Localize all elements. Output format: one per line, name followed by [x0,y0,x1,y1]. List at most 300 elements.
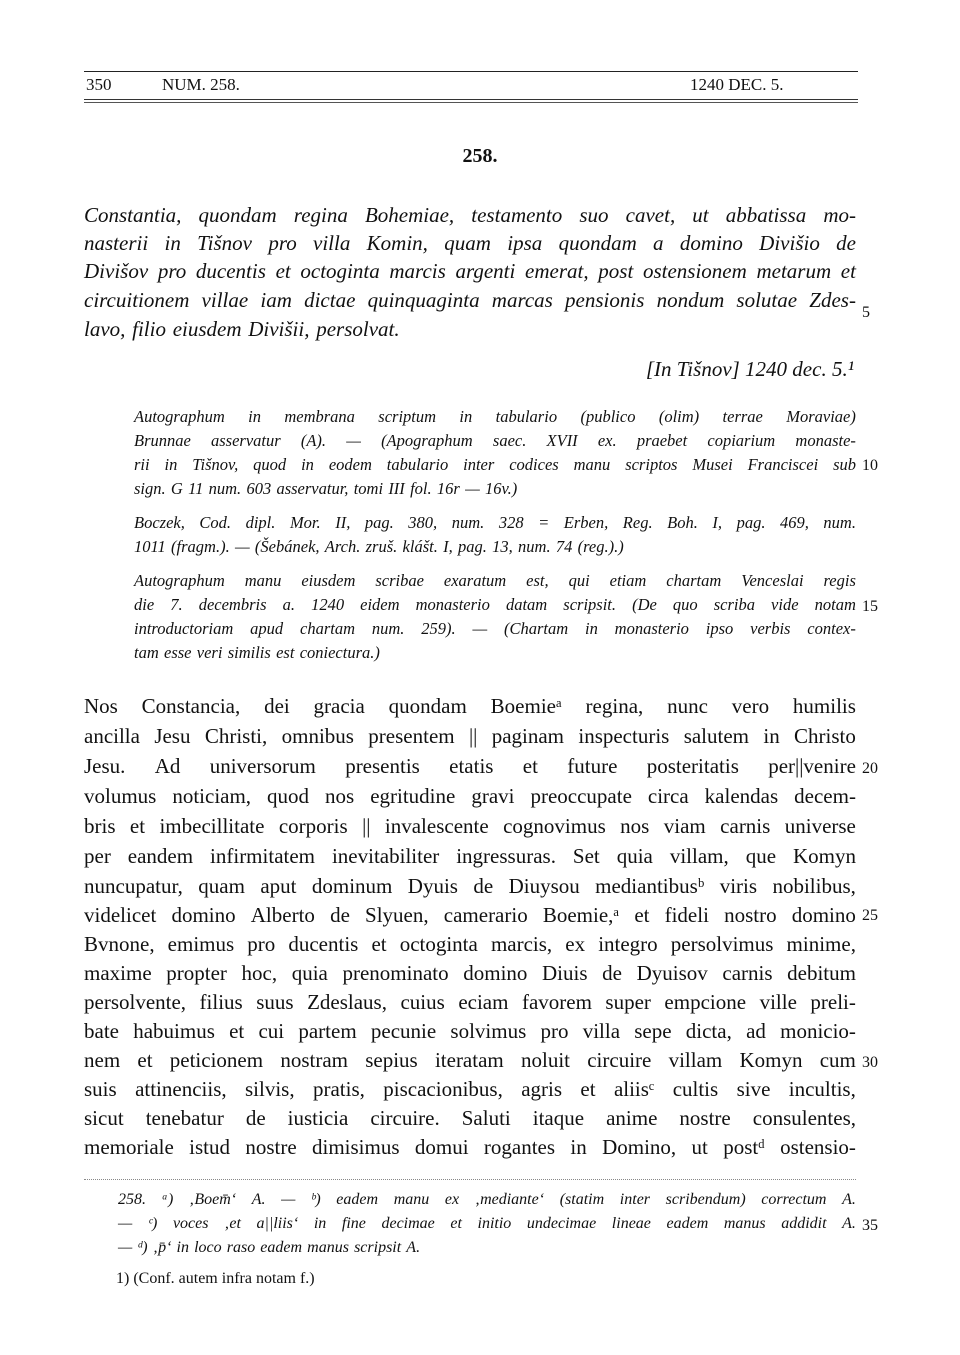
word: et [634,903,650,927]
word: ad [746,1019,766,1043]
word: viris [719,874,758,898]
word: eodem [328,455,372,474]
word: per [84,844,111,868]
word: noticiam, [172,784,252,808]
word: consulentes, [752,1106,856,1130]
word: sepe [634,1019,672,1043]
word: III [388,479,405,498]
word: super [605,990,651,1014]
word: addidit [781,1215,827,1232]
word: coniectura.) [299,643,380,662]
word: verbis [750,619,791,638]
word: Christo [794,724,856,748]
word: quinquaginta [367,288,480,312]
line-number: 10 [862,457,878,474]
word: inevitabiliter [331,844,440,868]
word: que [745,844,777,868]
text-line [84,989,856,1015]
word: ducentis [195,259,266,283]
word: terrae [722,407,763,426]
word: a||liis‘ [256,1215,299,1232]
word: Constancia, [141,694,241,718]
word: Boczek, [134,513,185,532]
word: nondum [656,288,725,312]
word: fine [341,1215,366,1232]
word: esse [164,643,192,662]
word: villam [668,1048,723,1072]
word: presentis [345,754,420,778]
word: Diuis [542,961,588,985]
word: filius [199,990,243,1014]
word: abbatissa [725,203,807,227]
word: = [538,513,550,532]
word: ostensio- [780,1135,856,1159]
line-number: 30 [862,1054,878,1071]
line-number: 20 [862,760,878,777]
word: emimus [167,932,235,956]
word: A. [842,1191,856,1208]
word: cui [258,1019,285,1043]
word: 1011 [134,537,166,556]
word: scriptum [378,407,437,426]
word: (fragm.). [171,537,230,556]
word: mo- [823,203,856,227]
word: et [129,814,146,838]
word: et [229,1019,245,1043]
word: fol. [410,479,432,498]
word: chartam [300,619,355,638]
word: pensionis [565,288,645,312]
word: sign. [134,479,166,498]
word: bate [84,1019,119,1043]
word: XVII [546,431,578,450]
word: marcis, [490,932,553,956]
word: Komin, [366,231,428,255]
text-line [84,813,856,839]
word: favorem [521,990,592,1014]
word: 13, [492,537,513,556]
word: humilis [792,694,856,718]
note-line [134,478,856,500]
text-line [84,783,856,809]
word: pag. [736,513,766,532]
word: habuimus [133,1019,215,1043]
word: prenominato [342,961,449,985]
word: solvimus [450,1019,527,1043]
word: solutae [736,288,798,312]
word: Autographum [134,571,225,590]
word: filio [132,317,166,341]
word: ‚mediante‘ [474,1191,545,1208]
text-line [84,960,856,986]
word: klášt. [402,537,438,556]
word: cum [819,1048,856,1072]
word: A. [842,1215,856,1232]
word: ᶜ) [147,1215,158,1232]
word: 469, [779,513,809,532]
word: Dyuisov [636,961,708,985]
word: cognovimus [503,814,606,838]
word: omnibus [281,724,354,748]
word: egritudine [370,784,456,808]
word: Divišii, [248,317,310,341]
word: et [371,932,387,956]
word: monasterio [614,619,689,638]
word: piscacionibus, [383,1077,503,1101]
word: Reg. [622,513,653,532]
word: ville [759,990,797,1014]
word: aput [260,874,297,898]
word: suo [579,203,609,227]
word: monaste- [795,431,856,450]
word: decembris [198,595,267,614]
word: in [164,455,178,474]
word: bris [84,814,116,838]
word: — [118,1215,133,1232]
word: cavet, [625,203,676,227]
text-line [84,1047,856,1073]
word: empcione [664,990,747,1014]
note-line [134,642,856,664]
word: — [472,619,488,638]
word: II, [335,513,351,532]
word: et [450,1215,462,1232]
word: num. [371,619,405,638]
word: Constantia, [84,203,182,227]
word: Christi, [204,724,268,748]
word: ‚Boem̄‘ [188,1191,237,1208]
word: loco [194,1239,222,1256]
word: inspecturis [578,724,670,748]
line-number: 15 [862,598,878,615]
word: nasterii [84,231,149,255]
word: emerat, [525,259,589,283]
word: Cod. [199,513,232,532]
word: a [653,231,664,255]
word: paginam [491,724,565,748]
word: pro [247,932,276,956]
word: 74 [555,537,573,556]
word: (publico [580,407,636,426]
word: nos [620,814,650,838]
word: regina [293,203,348,227]
word: manu [393,1191,430,1208]
text-line [84,1105,856,1131]
page-number: 350 [86,75,112,94]
word: Autographum [134,407,225,426]
text-line [84,1018,856,1044]
word: Zdeslaus, [307,990,387,1014]
word: Mor. [289,513,321,532]
word: presentem [368,724,455,748]
note-line [134,570,856,592]
word: eiusdem [301,571,356,590]
word: ipso [705,619,734,638]
word: die [134,595,155,614]
word: nem [84,1048,121,1072]
word: future [567,754,618,778]
word: nunc [667,694,708,718]
word: in [248,407,261,426]
text-line [84,723,856,749]
word: nos [325,784,355,808]
word: dipl. [245,513,276,532]
word: partem [298,1019,357,1043]
word: agris [521,1077,563,1101]
word: propter [166,961,227,985]
word: undecimae [526,1215,597,1232]
word: Boemieᵃ [490,694,562,718]
word: scribae [375,571,424,590]
word: 1240 [311,595,345,614]
word: eadem [260,1239,303,1256]
word: carnis [722,961,773,985]
word: introductoriam [134,619,234,638]
word: carnis [720,814,771,838]
word: preoccupate [530,784,632,808]
word: villa [582,1019,621,1043]
word: 258. [118,1191,146,1208]
word: ingressuras. [456,844,556,868]
word: de [245,1106,266,1130]
word: 380, [408,513,438,532]
word: post [598,259,634,283]
word: villam, [669,844,729,868]
word: eiusdem [172,317,242,341]
word: initio [477,1215,512,1232]
regest-line [84,287,856,313]
word: volumus [84,784,157,808]
word: correctum [761,1191,827,1208]
word: (Šebánek, [254,537,320,556]
word: quam [198,874,245,898]
word: zruš. [365,537,398,556]
word: quondam [198,203,277,227]
word: aliisᶜ [613,1077,655,1101]
text-line [84,753,856,779]
word: eadem [666,1215,709,1232]
word: eidem [360,595,400,614]
word: etatis [449,754,494,778]
word: ‚et [224,1215,241,1232]
word: de [836,231,856,255]
word: num. [518,537,551,556]
word: sepius [365,1048,418,1072]
word: integro [598,932,658,956]
text-line [84,843,856,869]
word: dicta, [685,1019,732,1043]
word: eadem [336,1191,379,1208]
word: itaque [532,1106,585,1130]
word: etiam [609,571,647,590]
word: pratis, [312,1077,365,1101]
word: fideli [664,903,709,927]
word: argenti [455,259,516,283]
word: decem- [794,784,856,808]
footnote-1: 1) (Conf. autem infra notam f.) [116,1270,315,1287]
running-date: 1240 DEC. 5. [690,75,784,94]
word: scripsit [354,1239,402,1256]
word: dei [264,694,290,718]
word: quam [444,231,491,255]
word: (statim [559,1191,605,1208]
word: istud [189,1135,230,1159]
word: minime, [786,932,856,956]
word: Diuysou [508,874,580,898]
word: et [275,259,291,283]
text-line [84,873,856,899]
word: scribendum) [665,1191,746,1208]
word: in [570,1135,587,1159]
word: marcas [491,288,553,312]
word: in [459,407,473,426]
word: vero [731,694,770,718]
word: Komyn [739,1048,803,1072]
word: octoginta [399,932,478,956]
word: in [763,724,780,748]
word: I, [443,537,453,556]
footnote-line [118,1237,856,1258]
word: rogantes [483,1135,556,1159]
word: ᵃ) [161,1191,174,1208]
word: monicio- [780,1019,856,1043]
word: ducentis [288,932,359,956]
word: nostre [679,1106,731,1130]
word: raso [226,1239,256,1256]
text-line [84,931,856,957]
text-line [84,693,856,719]
word: manus [307,1239,349,1256]
word: noluit [520,1048,570,1072]
word: vide [771,595,799,614]
word: posteritatis [646,754,739,778]
word: pro [540,1019,569,1043]
note-line [134,594,856,616]
document-number: 258. [462,145,498,167]
word: tabulario [495,407,558,426]
word: lavo, [84,317,126,341]
word: anime [606,1106,658,1130]
word: persolvimus [670,932,774,956]
word: circuire. [370,1106,440,1130]
word: ‚p̄‘ [152,1239,172,1256]
word: eandem [127,844,194,868]
regest-line [84,202,856,228]
word: Jesu. [84,754,126,778]
word: || [468,724,478,748]
word: copiarium [707,431,776,450]
word: tomi [353,479,384,498]
word: Franciscei [747,455,819,474]
footnote-line [118,1213,856,1234]
word: marcis [389,259,446,283]
word: ᵈ) [137,1239,148,1256]
header-top-rule [84,71,858,72]
text-line [84,902,856,928]
word: persolvat. [316,317,400,341]
word: — [281,1191,296,1208]
word: Set [572,844,600,868]
word: — [234,537,250,556]
word: quod [253,455,287,474]
word: num. [823,513,856,532]
word: iusticia [287,1106,349,1130]
word: universorum [209,754,316,778]
word: Komyn [792,844,856,868]
word: sicut [84,1106,124,1130]
word: preli- [810,990,856,1014]
word: circa [647,784,689,808]
note-line [134,454,856,476]
word: Arch. [324,537,361,556]
word: de [602,961,622,985]
word: pag. [458,537,487,556]
word: quo [672,595,698,614]
word: dimisimus [312,1135,400,1159]
word: Saluti [461,1106,511,1130]
word: ᵇ) [311,1191,321,1208]
word: Tišnov, [192,455,239,474]
word: A. [251,1191,266,1208]
word: memoriale [84,1135,174,1159]
header-rule-double [84,102,858,103]
word: regis [823,571,856,590]
word: Moraviae) [786,407,856,426]
word: inter [619,1191,651,1208]
word: hoc, [241,961,278,985]
word: lineae [611,1215,651,1232]
word: Nos [84,694,118,718]
word: sive [736,1077,771,1101]
word: asservatur [211,431,281,450]
word: peticionem [169,1048,264,1072]
word: viam [663,814,706,838]
word: nostre [245,1135,297,1159]
word: 259). [421,619,456,638]
header-rule [84,99,858,100]
word: incultis, [788,1077,856,1101]
word: similis [227,643,271,662]
word: A. [406,1239,421,1256]
word: attinenciis, [135,1077,227,1101]
word: (Apographum [381,431,473,450]
word: sub [833,455,856,474]
word: in [313,1215,327,1232]
word: universe [784,814,856,838]
word: contex- [807,619,856,638]
word: ex. [597,431,617,450]
word: mediantibusᵇ [595,874,705,898]
word: Bohemiae, [364,203,455,227]
word: domino [463,961,528,985]
word: quondam [558,231,637,255]
word: domino [791,903,856,927]
word: pag. [364,513,394,532]
word: pro [157,259,187,283]
word: veri [196,643,223,662]
word: et [522,754,538,778]
word: — [346,431,361,450]
word: gracia [313,694,365,718]
word: ostensionem [642,259,747,283]
word: (De [632,595,657,614]
place-date: [In Tišnov] 1240 dec. 5.¹ [645,357,854,381]
word: manu [573,455,611,474]
word: maxime [84,961,152,985]
word: villa [313,231,351,255]
word: est [276,643,295,662]
word: ut [691,1135,708,1159]
